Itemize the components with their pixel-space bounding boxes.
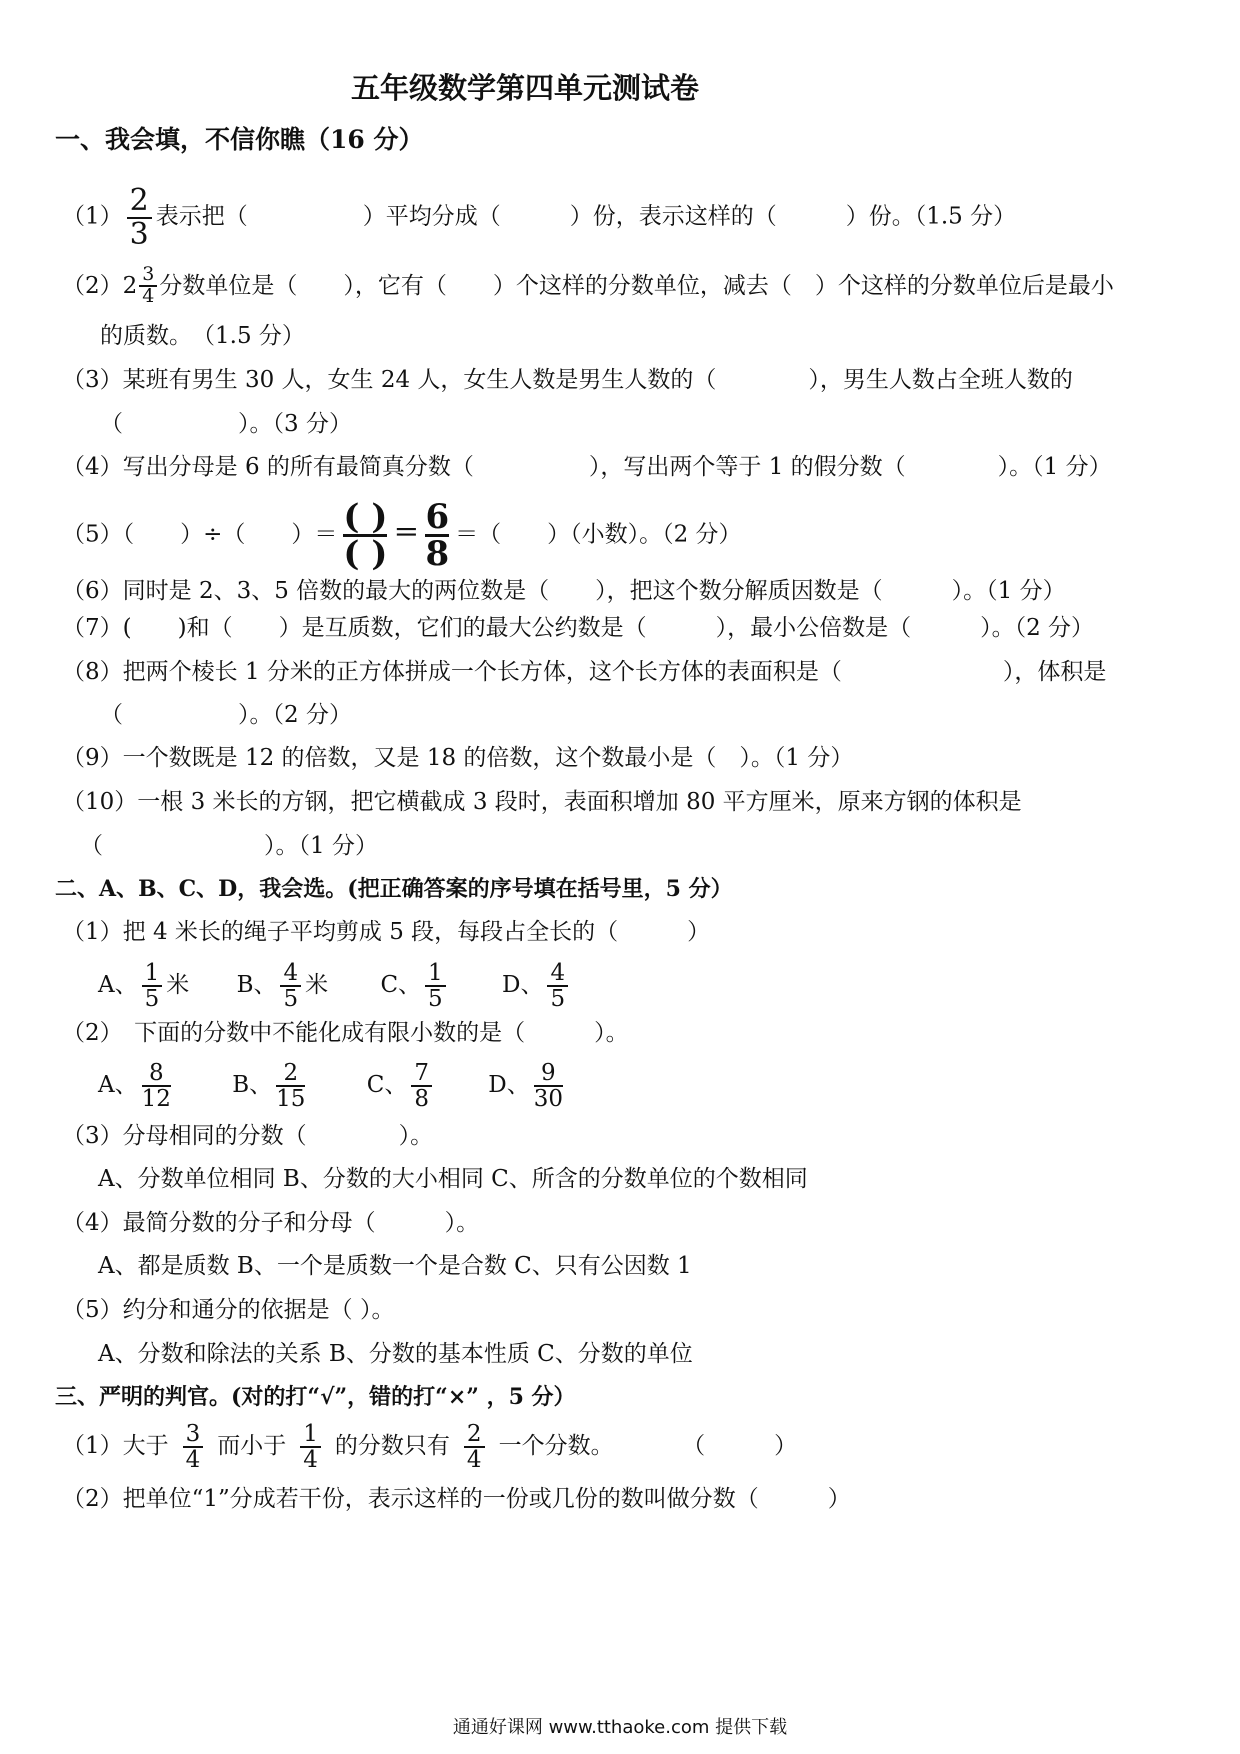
s1-q10: （10）一根 3 米长的方钢，把它横截成 3 段时，表面积增加 80 平方厘米，原来方钢的体积是 bbox=[62, 789, 1022, 815]
fraction-denominator: 8 bbox=[425, 534, 450, 574]
fraction-numerator: 2 bbox=[127, 185, 152, 219]
fraction-numerator: 6 bbox=[425, 497, 450, 537]
s1-q9: （9）一个数既是 12 的倍数，又是 18 的倍数，这个数最小是（ ）。（1 分） bbox=[62, 745, 854, 771]
s2-q2: （2） 下面的分数中不能化成有限小数的是（ ）。 bbox=[62, 1020, 629, 1046]
fraction: $\frac{1}{4}$ bbox=[300, 1422, 321, 1472]
option-b: B、 $\frac{2}{15}$ bbox=[232, 1059, 306, 1112]
section1-heading: 一、我会填，不信你瞧（16 分） bbox=[55, 125, 424, 154]
option-c: C、 $\frac{7}{8}$ bbox=[367, 1072, 436, 1098]
section3-heading: 三、严明的判官。(对的打“√”，错的打“×” ，5 分） bbox=[55, 1384, 576, 1410]
s1-q5 bbox=[62, 497, 742, 574]
s1-q5-post: ＝（ ）（小数）。（2 分） bbox=[455, 521, 742, 548]
s1-q2-mixed-number bbox=[123, 262, 160, 310]
fraction: $\frac{3}{4}$ bbox=[183, 1422, 204, 1472]
s2-q2-options bbox=[98, 1055, 567, 1115]
s1-q3: （3）某班有男生 30 人，女生 24 人，女生人数是男生人数的（ ），男生人数占全班人数的 bbox=[62, 367, 1073, 393]
s1-q1-text: 表示把（ ）平均分成（ ）份，表示这样的（ ）份。（1.5 分） bbox=[155, 203, 1017, 230]
s1-q1 bbox=[62, 185, 1016, 250]
s2-q1: （1）把 4 米长的绳子平均剪成 5 段，每段占全长的（ ） bbox=[62, 919, 711, 945]
s2-q4-options: A、都是质数 B、一个是质数一个是合数 C、只有公因数 1 bbox=[98, 1253, 692, 1279]
s1-q2-fraction bbox=[139, 265, 157, 307]
fraction-denominator: ( ) bbox=[343, 534, 388, 574]
s1-q7: （7）( )和（ ）是互质数，它们的最大公约数是（ ），最小公倍数是（ ）。（2 分） bbox=[62, 615, 1095, 641]
s2-q5-options: A、分数和除法的关系 B、分数的基本性质 C、分数的单位 bbox=[98, 1341, 693, 1367]
s1-q2 bbox=[62, 262, 1114, 310]
s1-q8: （8）把两个棱长 1 分米的正方体拼成一个长方体，这个长方体的表面积是（ ），体积是 bbox=[62, 659, 1107, 685]
option-d: D、 $\frac{4}{5}$ bbox=[502, 972, 572, 998]
s1-q6: （6）同时是 2、3、5 倍数的最大的两位数是（ ），把这个数分解质因数是（ ）。（1 分） bbox=[62, 578, 1066, 604]
page-title: 五年级数学第四单元测试卷 bbox=[350, 71, 699, 105]
section2-heading: 二、A、B、C、D，我会选。(把正确答案的序号填在括号里，5 分） bbox=[55, 876, 733, 902]
s1-q3-cont: （ ）。（3 分） bbox=[100, 411, 352, 437]
option-b: B、 $\frac{4}{5}$ 米 bbox=[236, 959, 329, 1012]
s1-q10-cont: （ ）。（1 分） bbox=[80, 833, 378, 859]
s2-q3: （3）分母相同的分数（ ）。 bbox=[62, 1123, 434, 1149]
s1-q2-text: 分数单位是（ ），它有（ ）个这样的分数单位，减去（ ）个这样的分数单位后是最小 bbox=[159, 273, 1114, 299]
equals-sign: ＝ bbox=[393, 518, 420, 549]
fraction-denominator: 4 bbox=[142, 285, 155, 307]
fraction-numerator: 3 bbox=[139, 265, 157, 287]
fraction-numerator: ( ) bbox=[343, 497, 388, 537]
answer-blank[interactable]: （ ） bbox=[693, 1433, 798, 1459]
fraction: $\frac{2}{4}$ bbox=[464, 1422, 485, 1472]
s2-q4: （4）最简分数的分子和分母（ ）。 bbox=[62, 1210, 480, 1236]
s3-q1: （1）大于 $\frac{3}{4}$ 而小于 $\frac{1}{4}$ 的分数只有 $\frac{2}{4}$ 一个分数。 （ ） bbox=[62, 1420, 798, 1473]
s1-q4: （4）写出分母是 6 的所有最简真分数（ ），写出两个等于 1 的假分数（ ）。（1 分） bbox=[62, 454, 1112, 480]
s2-q1-options bbox=[98, 955, 572, 1015]
s1-q8-cont: （ ）。（2 分） bbox=[100, 702, 352, 728]
s1-q1-number: （1） bbox=[62, 203, 123, 230]
mixed-whole: 2 bbox=[122, 273, 138, 299]
footer-credit: 通通好课网 www.tthaoke.com 提供下载 bbox=[452, 1717, 788, 1738]
s3-q2: （2）把单位“1”分成若干份，表示这样的一份或几份的数叫做分数（ ） bbox=[62, 1486, 851, 1512]
s1-q2-cont: 的质数。 （1.5 分） bbox=[100, 323, 305, 349]
s2-q3-options: A、分数单位相同 B、分数的大小相同 C、所含的分数单位的个数相同 bbox=[98, 1166, 808, 1192]
option-c: C、 $\frac{1}{5}$ bbox=[380, 972, 449, 998]
s1-q5-blank-fraction bbox=[343, 497, 388, 574]
option-a: A、 $\frac{1}{5}$ 米 bbox=[98, 959, 190, 1012]
s1-q2-number: （2） bbox=[62, 273, 123, 299]
s1-q5-pre: （5）（ ）÷（ ）＝ bbox=[62, 521, 338, 548]
s2-q5: （5）约分和通分的依据是（ ）。 bbox=[62, 1297, 395, 1323]
option-d: D、 $\frac{9}{30}$ bbox=[488, 1059, 564, 1112]
fraction-denominator: 3 bbox=[129, 216, 149, 252]
s1-q5-fraction bbox=[425, 497, 450, 574]
option-a: A、 $\frac{8}{12}$ bbox=[98, 1059, 171, 1112]
s1-q1-fraction bbox=[127, 185, 152, 250]
